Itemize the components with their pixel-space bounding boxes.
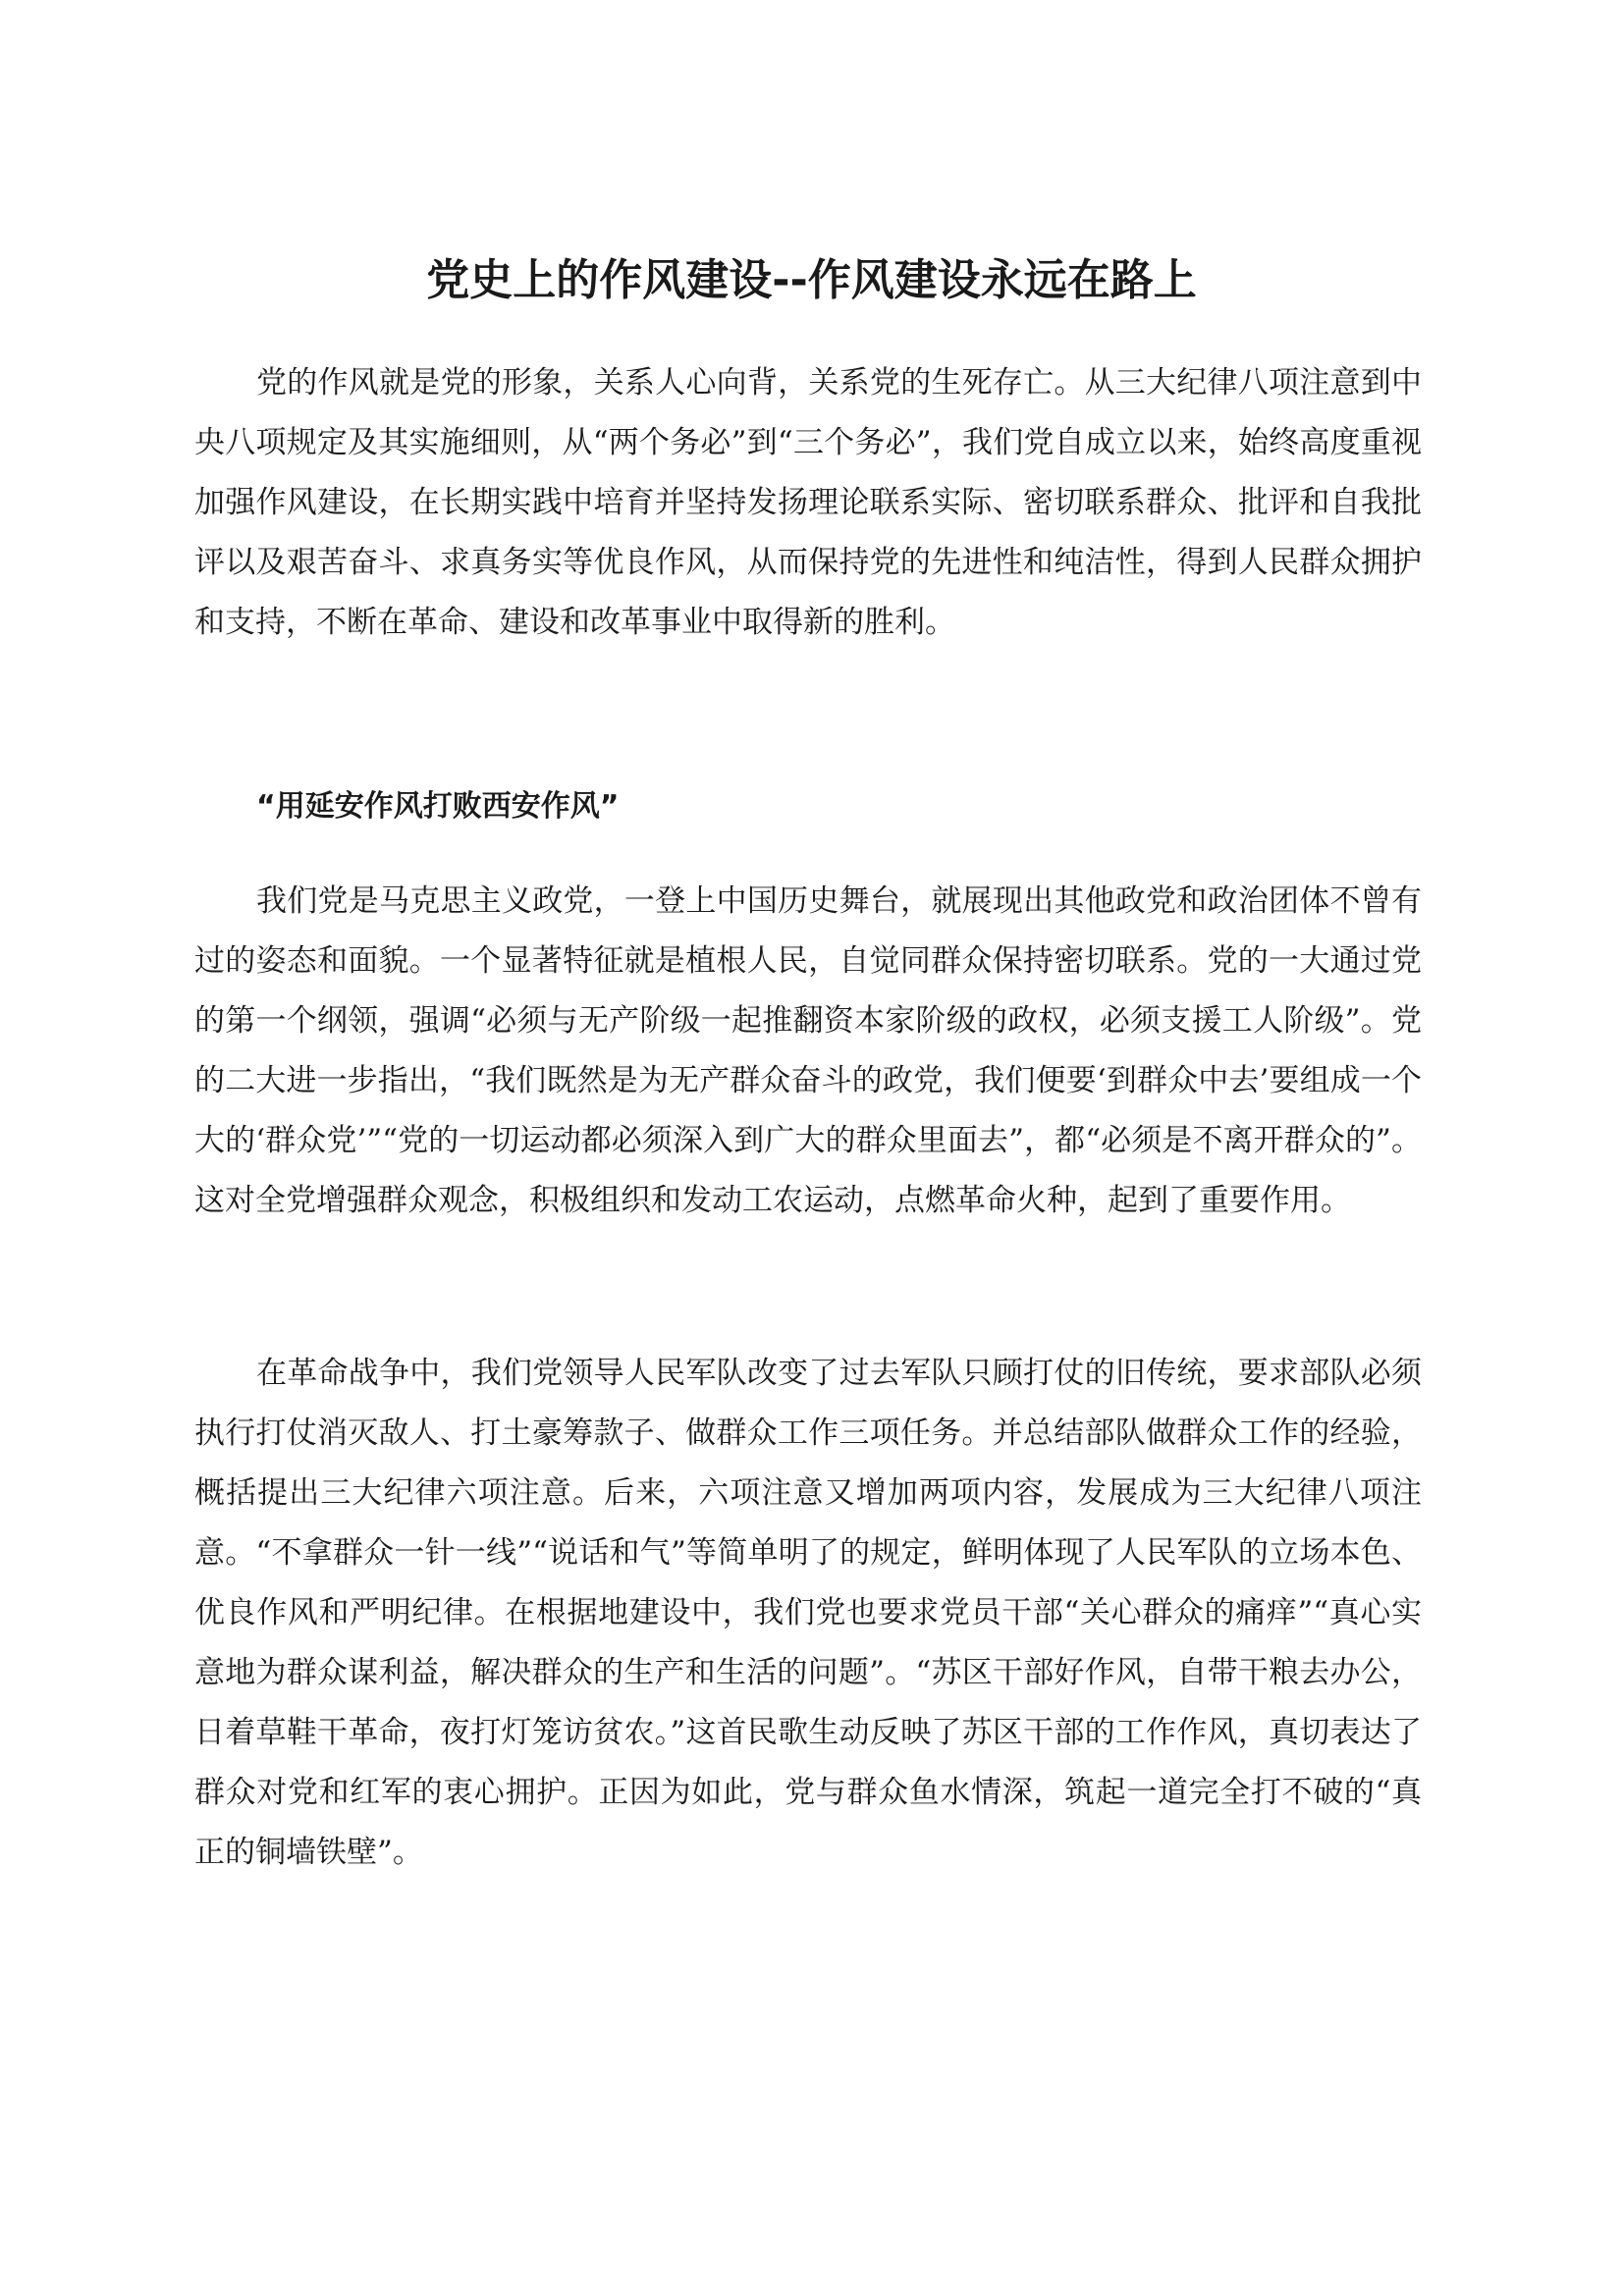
intro-paragraph: 党的作风就是党的形象，关系人心向背，关系党的生死存亡。从三大纪律八项注意到中央八项规定及其实施细则，从“两个务必”到“三个务必”，我们党自成立以来，始终高度重视加强作风建设，在长期实践中培育并坚持发扬理论联系实际、密切联系群众、批评和自我批评以及艰苦奋斗、求真务实等优良作风，从而保持党的先进性和纯洁性，得到人民群众拥护和支持，不断在革命、建设和改革事业中取得新的胜利。 (194, 365, 1422, 640)
body-paragraph: 我们党是马克思主义政党，一登上中国历史舞台，就展现出其他政党和政治团体不曾有过的姿态和面貌。一个显著特征就是植根人民，自觉同群众保持密切联系。党的一大通过党的第一个纲领，强调“必须与无产阶级一起推翻资本家阶级的政权，必须支援工人阶级”。党的二大进一步指出，“我们既然是为无产群众奋斗的政党，我们便要‘到群众中去’要组成一个大的‘群众党’”“党的一切运动都必须深入到广大的群众里面去”，都“必须是不离开群众的”。这对全党增强群众观念，积极组织和发动工农运动，点燃革命火种，起到了重要作用。 (194, 883, 1422, 1218)
body-paragraph: 在革命战争中，我们党领导人民军队改变了过去军队只顾打仗的旧传统，要求部队必须执行打仗消灭敌人、打土豪筹款子、做群众工作三项任务。并总结部队做群众工作的经验，概括提出三大纪律六项注意。后来，六项注意又增加两项内容，发展成为三大纪律八项注意。“不拿群众一针一线”“说话和气”等简单明了的规定，鲜明体现了人民军队的立场本色、优良作风和严明纪律。在根据地建设中，我们党也要求党员干部“关心群众的痛痒”“真心实意地为群众谋利益，解决群众的生产和生活的问题”。“苏区干部好作风，自带干粮去办公，日着草鞋干革命，夜打灯笼访贫农。”这首民歌生动反映了苏区干部的工作作风，真切表达了群众对党和红军的衷心拥护。正因为如此，党与群众鱼水情深，筑起一道完全打不破的“真正的铜墙铁壁”。 (194, 1356, 1422, 1870)
document-title: 党史上的作风建设--作风建设永远在路上 (426, 255, 1197, 305)
section-heading: “用延安作风打败西安作风” (256, 789, 620, 824)
